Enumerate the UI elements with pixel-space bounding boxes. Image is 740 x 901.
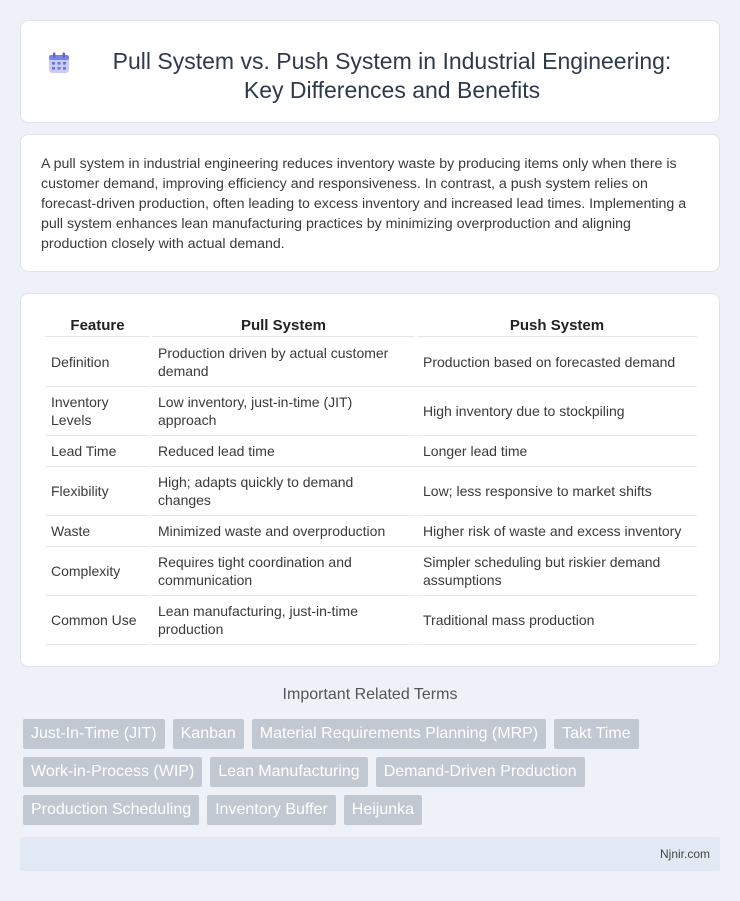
table-row [45, 436, 697, 467]
push-cell: Higher risk of waste and excess inventory [417, 516, 697, 547]
push-cell: Traditional mass production [417, 596, 697, 645]
pull-cell: Minimized waste and overproduction [152, 516, 415, 547]
feature-cell: Inventory Levels [45, 387, 150, 436]
pull-cell: Low inventory, just-in-time (JIT) approach [152, 387, 415, 436]
term-tag[interactable]: Kanban [173, 719, 244, 749]
term-tag[interactable]: Lean Manufacturing [210, 757, 367, 787]
feature-cell: Lead Time [45, 436, 150, 467]
footer-source[interactable]: Njnir.com [659, 847, 710, 861]
table-header-row [45, 314, 697, 337]
push-cell: Simpler scheduling but riskier demand assumptions [417, 547, 697, 596]
intro-card [20, 134, 720, 272]
term-tag[interactable]: Takt Time [554, 719, 638, 749]
term-tag[interactable]: Production Scheduling [23, 795, 199, 825]
pull-cell: Production driven by actual customer demand [152, 337, 415, 387]
footer [20, 837, 720, 871]
related-terms-list [23, 719, 723, 825]
intro-paragraph: A pull system in industrial engineering reduces inventory waste by producing items only when there is customer demand, improving efficiency and responsiveness. In contrast, a push system relies on forecast-driven production, often leading to excess inventory and increased lead times. Implementing a pull system enhances lean manufacturing practices by minimizing overproduction and aligning production closely with actual demand. [41, 156, 687, 252]
column-header-pull-system: Pull System [152, 314, 415, 337]
push-cell: Low; less responsive to market shifts [417, 467, 697, 516]
table-row [45, 516, 697, 547]
table-row [45, 387, 697, 436]
feature-cell: Common Use [45, 596, 150, 645]
term-tag[interactable]: Inventory Buffer [207, 795, 336, 825]
title-card [20, 20, 720, 123]
table-row [45, 547, 697, 596]
calendar-icon [48, 52, 70, 74]
pull-cell: Reduced lead time [152, 436, 415, 467]
pull-cell: Lean manufacturing, just-in-time production [152, 596, 415, 645]
term-tag[interactable]: Just-In-Time (JIT) [23, 719, 165, 749]
related-terms-title: Important Related Terms [282, 686, 458, 703]
feature-cell: Waste [45, 516, 150, 547]
column-header-feature: Feature [45, 314, 150, 337]
pull-cell: Requires tight coordination and communication [152, 547, 415, 596]
push-cell: Longer lead time [417, 436, 697, 467]
feature-cell: Definition [45, 337, 150, 387]
comparison-table [43, 314, 699, 645]
table-row [45, 467, 697, 516]
term-tag[interactable]: Material Requirements Planning (MRP) [252, 719, 546, 749]
term-tag[interactable]: Heijunka [344, 795, 422, 825]
page-title: Pull System vs. Push System in Industrial Engineering: Key Differences and Benefits [112, 48, 672, 103]
push-cell: Production based on forecasted demand [417, 337, 697, 387]
column-header-push-system: Push System [417, 314, 697, 337]
push-cell: High inventory due to stockpiling [417, 387, 697, 436]
term-tag[interactable]: Demand-Driven Production [376, 757, 585, 787]
feature-cell: Flexibility [45, 467, 150, 516]
pull-cell: High; adapts quickly to demand changes [152, 467, 415, 516]
comparison-table-card [20, 293, 720, 667]
term-tag[interactable]: Work-in-Process (WIP) [23, 757, 202, 787]
table-row [45, 337, 697, 387]
table-row [45, 596, 697, 645]
feature-cell: Complexity [45, 547, 150, 596]
